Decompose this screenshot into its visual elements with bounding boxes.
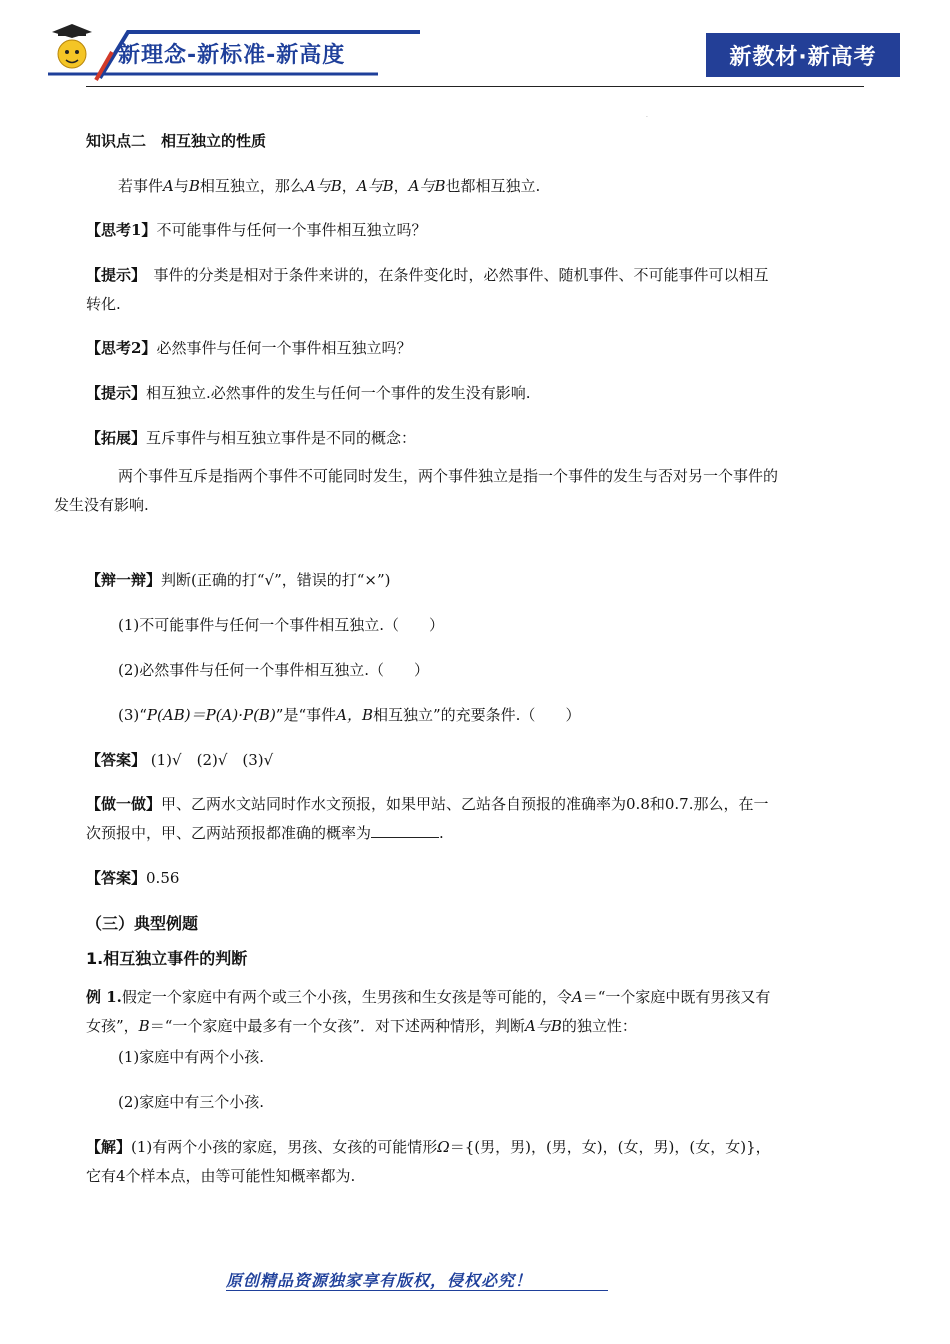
text: (1)有两个小孩的家庭，男孩、女孩的可能情形: [131, 1138, 438, 1156]
text: 女孩”，: [86, 1017, 139, 1035]
exercise-tag: 【做一做】: [86, 795, 162, 813]
debate-tag: 【辩一辩】: [86, 571, 162, 589]
text: ，: [393, 177, 409, 195]
text: ＝“一个家庭中最多有一个女孩”．对下述两种情形，判断: [149, 1017, 526, 1035]
section-heading-text: （三）典型例题: [86, 914, 199, 933]
debate-item-3: [118, 701, 898, 730]
text: 相互独立”的充要条件.（ ）: [373, 706, 581, 724]
section-heading: [86, 909, 866, 938]
ext-tag: 【拓展】: [86, 429, 147, 447]
var-ab: A，B: [336, 706, 373, 724]
think-2: [86, 334, 866, 363]
exercise-line-1: 甲、乙两水文站同时作水文预报，如果甲站、乙站各自预报的准确率为0.8和0.7.那么，在一: [161, 795, 769, 813]
exercise-line-2: 次预报中，甲、乙两站预报都准确的概率为: [86, 824, 372, 842]
answer-text: 0.56: [146, 869, 180, 887]
formula: P(AB)＝P(A)·P(B): [146, 706, 276, 724]
kp-body: [118, 172, 898, 201]
footer-underline: [226, 1290, 608, 1291]
header-slogan: 新理念-新标准-新高度: [118, 43, 346, 68]
case-text: (2)家庭中有三个小孩.: [118, 1093, 265, 1111]
text: 假定一个家庭中有两个或三个小孩，生男孩和生女孩是等可能的，令: [121, 988, 572, 1006]
text: 相互独立，那么: [199, 177, 305, 195]
text: 也都相互独立.: [445, 177, 541, 195]
text: ，: [341, 177, 357, 195]
answer-1: [86, 746, 866, 775]
case-text: (1)家庭中有两个小孩.: [118, 1048, 265, 1066]
text: .: [439, 824, 444, 842]
debate: [86, 566, 866, 595]
think-1: [86, 216, 866, 245]
think-tag: 【思考2】: [86, 339, 157, 357]
ext-body-2: 发生没有影响.: [54, 496, 149, 514]
example-tag: 例 1.: [86, 988, 122, 1006]
dot-mark: ·: [646, 114, 648, 121]
hint-text-2: 转化.: [86, 295, 121, 313]
hint-2: [86, 379, 866, 408]
think-tag: 【思考1】: [86, 221, 157, 239]
pair-3: A与B: [408, 177, 446, 195]
debate-item-2: [118, 656, 898, 685]
example-1: [86, 983, 866, 1041]
text: 它有4个样本点，由等可能性知概率都为.: [86, 1167, 356, 1185]
hint-tag: 【提示】: [86, 384, 147, 402]
ext-body-1: 两个事件互斥是指两个事件不可能同时发生，两个事件独立是指一个事件的发生与否对另一个事件的: [118, 467, 779, 485]
page-header: [0, 0, 950, 100]
header-rule: [86, 86, 864, 87]
kp-title: 知识点二 相互独立的性质: [86, 132, 267, 150]
text: 的独立性：: [561, 1017, 637, 1035]
answer-2: [86, 864, 866, 893]
answer-blank[interactable]: [371, 823, 439, 838]
think-text: 不可能事件与任何一个事件相互独立吗？: [156, 221, 427, 239]
var-b: B: [138, 1017, 150, 1035]
debate-item-text: (1)不可能事件与任何一个事件相互独立.（ ）: [118, 616, 445, 634]
example-case-1: [118, 1043, 898, 1072]
solution-tag: 【解】: [86, 1138, 132, 1156]
answer-tag: 【答案】: [86, 751, 147, 769]
header-badge: 新教材·新高考: [706, 33, 900, 77]
var-a: A: [571, 988, 583, 1006]
text: 与: [173, 177, 189, 195]
footer-copyright: 原创精品资源独家享有版权，侵权必究！: [226, 1271, 533, 1290]
text: ＝“一个家庭中既有男孩又有: [582, 988, 771, 1006]
debate-text: 判断(正确的打“√”，错误的打“×”): [161, 571, 391, 589]
hint-1: [86, 261, 866, 319]
text: ”是“事件: [275, 706, 337, 724]
pair-1: A与B: [304, 177, 342, 195]
logo: [48, 22, 448, 84]
pair-2: A与B: [356, 177, 394, 195]
subsection-heading: [86, 944, 866, 973]
section-title: [86, 127, 866, 156]
var-ab: A与B: [525, 1017, 562, 1035]
subsection-heading-text: 1.相互独立事件的判断: [86, 949, 248, 968]
omega-symbol: Ω: [437, 1138, 450, 1156]
hint-tag: 【提示】: [86, 266, 139, 284]
exercise: [86, 790, 866, 848]
ext-text: 互斥事件与相互独立事件是不同的概念：: [146, 429, 417, 447]
text: 若事件: [118, 177, 164, 195]
text: (3)“: [118, 706, 147, 724]
debate-item-1: [118, 611, 898, 640]
text: ＝{(男，男)，(男，女)，(女，男)，(女，女)}，: [449, 1138, 771, 1156]
extension: [86, 424, 866, 453]
debate-item-text: (2)必然事件与任何一个事件相互独立.（ ）: [118, 661, 430, 679]
solution: [86, 1133, 866, 1191]
example-case-2: [118, 1088, 898, 1117]
extension-body: [54, 462, 866, 520]
var-b: B: [188, 177, 200, 195]
think-text: 必然事件与任何一个事件相互独立吗？: [156, 339, 412, 357]
hint-text: 相互独立.必然事件的发生与任何一个事件的发生没有影响.: [146, 384, 531, 402]
var-a: A: [163, 177, 174, 195]
answer-text: (1)√ (2)√ (3)√: [146, 751, 274, 769]
hint-text: 事件的分类是相对于条件来讲的，在条件变化时，必然事件、随机事件、不可能事件可以相互: [138, 266, 769, 284]
answer-tag: 【答案】: [86, 869, 147, 887]
